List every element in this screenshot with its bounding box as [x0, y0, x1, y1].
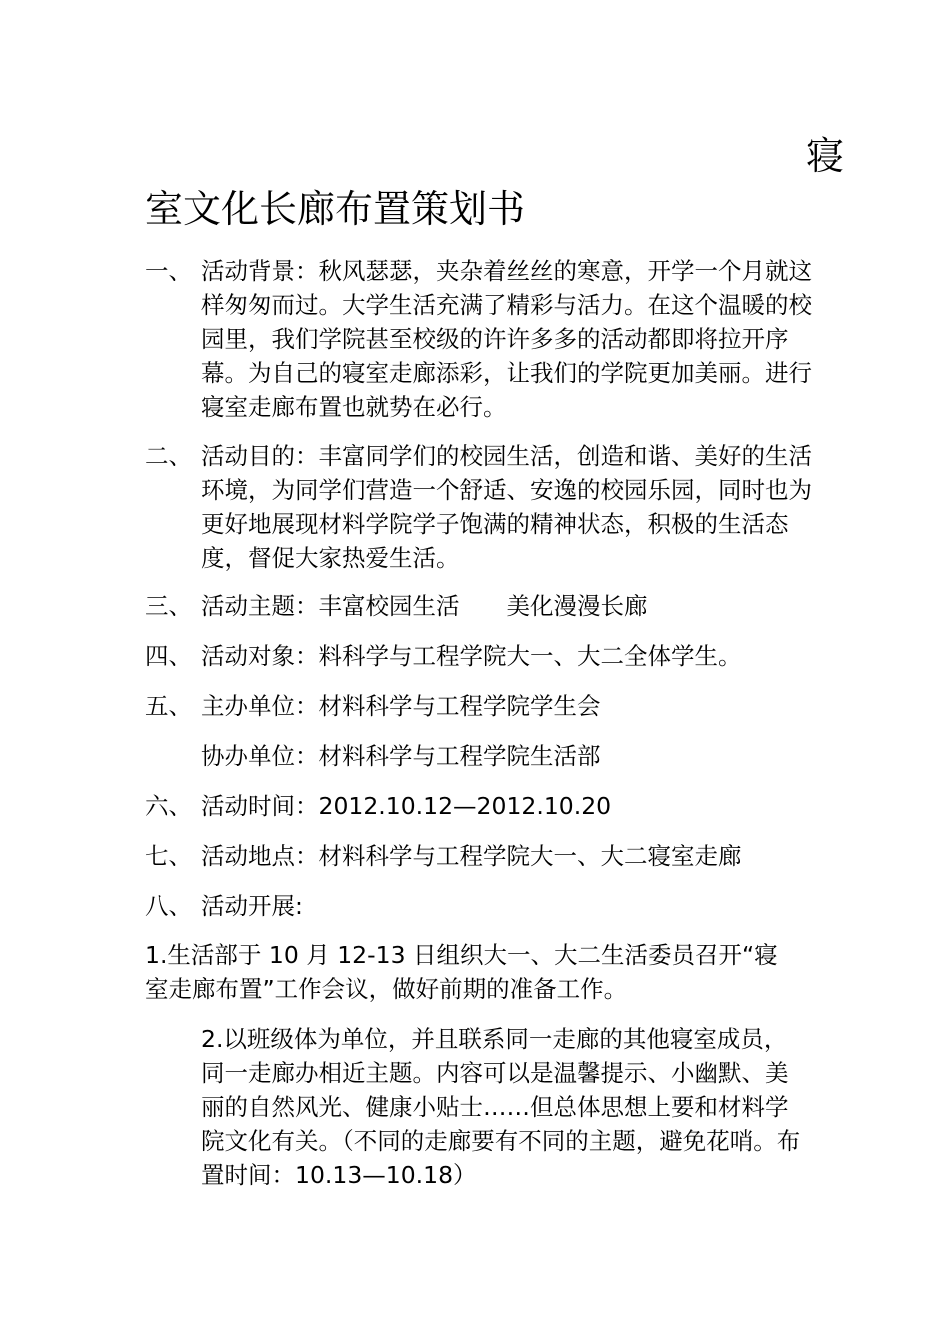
section-number: 二、 — [145, 442, 192, 470]
section-purpose — [145, 439, 815, 575]
section-co-organizer — [145, 739, 815, 773]
section-audience — [145, 639, 815, 673]
section-text: 活动开展: — [201, 892, 303, 920]
section-activities — [145, 889, 815, 923]
section-number: 七、 — [145, 842, 192, 870]
section-theme — [145, 589, 815, 623]
section-text: 活动时间：2012.10.12—2012.10.20 — [201, 792, 612, 820]
section-number: 一、 — [145, 257, 192, 285]
section-number: 四、 — [145, 642, 192, 670]
section-text: 主办单位：材料科学与工程学院学生会 — [201, 692, 601, 720]
section-number: 六、 — [145, 792, 192, 820]
section-number: 三、 — [145, 592, 192, 620]
section-text: 活动主题：丰富校园生活 美化漫漫长廊 — [201, 592, 648, 620]
section-location — [145, 839, 815, 873]
activity-step-2: 2.以班级体为单位，并且联系同一走廊的其他寝室成员，同一走廊办相近主题。内容可以是温馨提示、小幽默、美丽的自然风光、健康小贴士……但总体思想上要和材料学院文化有关。（不同的走廊要有不同的主题，避免花哨。布置时间：10.13—10.18） — [201, 1025, 801, 1189]
section-number: 八、 — [145, 892, 192, 920]
section-text: 活动目的：丰富同学们的校园生活，创造和谐、美好的生活环境，为同学们营造一个舒适、安逸的校园乐园，同时也为更好地展现材料学院学子饱满的精神状态，积极的生活态度，督促大家热爱生活。 — [201, 442, 812, 572]
section-text: 协办单位：材料科学与工程学院生活部 — [201, 742, 601, 770]
section-number: 五、 — [145, 692, 192, 720]
section-text: 活动对象：料科学与工程学院大一、大二全体学生。 — [201, 642, 742, 670]
section-text: 活动背景：秋风瑟瑟，夹杂着丝丝的寒意，开学一个月就这样匆匆而过。大学生活充满了精彩与活力。在这个温暖的校园里，我们学院甚至校级的许许多多的活动都即将拉开序幕。为自己的寝室走廊添彩，让我们的学院更加美丽。进行寝室走廊布置也就势在必行。 — [201, 257, 812, 421]
section-time — [145, 789, 815, 823]
section-organizer — [145, 689, 815, 723]
title-first-char: 寝 — [806, 134, 845, 178]
activity-step-1: 1.生活部于 10 月 12-13 日组织大一、大二生活委员召开“寝室走廊布置”工作会议，做好前期的准备工作。 — [145, 941, 778, 1003]
page-title: 室文化长廊布置策划书 — [145, 187, 526, 231]
section-background — [145, 254, 815, 424]
section-text: 活动地点：材料科学与工程学院大一、大二寝室走廊 — [201, 842, 742, 870]
